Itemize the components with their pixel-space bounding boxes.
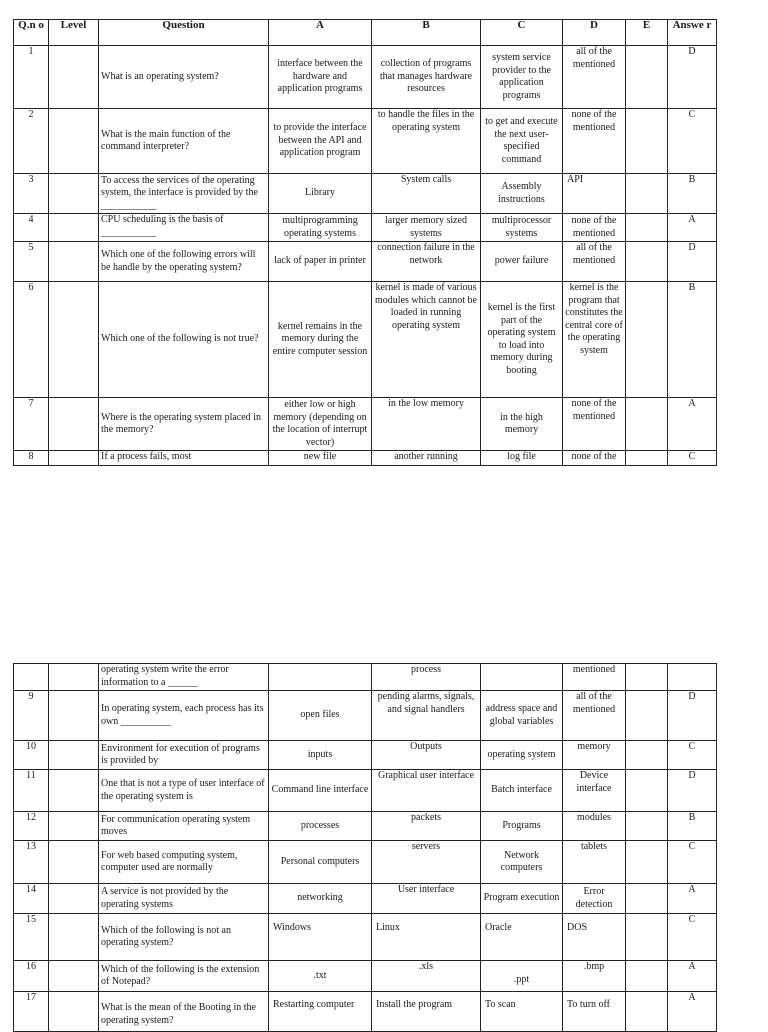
answer-cell: A: [668, 992, 717, 1032]
question-number: 6: [14, 282, 49, 398]
option-c: To scan: [481, 992, 563, 1032]
option-c: system service provider to the application programs: [481, 46, 563, 109]
option-a: .txt: [269, 961, 372, 992]
option-b: Linux: [372, 914, 481, 961]
option-e: [626, 174, 668, 214]
option-a: open files: [269, 691, 372, 741]
option-c: Oracle: [481, 914, 563, 961]
question-number: 10: [14, 741, 49, 770]
option-c: operating system: [481, 741, 563, 770]
option-d: all of the mentioned: [563, 46, 626, 109]
level-cell: [49, 242, 99, 282]
question-number: 5: [14, 242, 49, 282]
level-cell: [49, 664, 99, 691]
option-b: in the low memory: [372, 398, 481, 451]
option-e: [626, 961, 668, 992]
option-a: Windows: [269, 914, 372, 961]
header-option-b: B: [372, 20, 481, 46]
option-a: kernel remains in the memory during the entire computer session: [269, 282, 372, 398]
option-e: [626, 398, 668, 451]
table-row: [14, 242, 717, 282]
answer-cell: A: [668, 961, 717, 992]
table-row: [14, 691, 717, 741]
option-a: networking: [269, 884, 372, 914]
table-row: [14, 961, 717, 992]
level-cell: [49, 770, 99, 812]
table-row: [14, 741, 717, 770]
question-text: To access the services of the operating system, the interface is provided by the ___________: [99, 174, 269, 214]
table-row: [14, 174, 717, 214]
option-d: none of the: [563, 451, 626, 466]
option-c: Assembly instructions: [481, 174, 563, 214]
option-b: larger memory sized systems: [372, 214, 481, 242]
option-e: [626, 812, 668, 841]
option-e: [626, 214, 668, 242]
option-a: processes: [269, 812, 372, 841]
table-row: [14, 812, 717, 841]
option-a: new file: [269, 451, 372, 466]
option-e: [626, 841, 668, 884]
table-row: [14, 992, 717, 1032]
option-d: all of the mentioned: [563, 691, 626, 741]
option-b: to handle the files in the operating system: [372, 109, 481, 174]
question-number: 16: [14, 961, 49, 992]
option-a: multiprogramming operating systems: [269, 214, 372, 242]
option-e: [626, 46, 668, 109]
question-number: 13: [14, 841, 49, 884]
header-option-a: A: [269, 20, 372, 46]
option-b: System calls: [372, 174, 481, 214]
question-table-page-1: [13, 19, 717, 466]
option-a: Library: [269, 174, 372, 214]
option-a: interface between the hardware and application programs: [269, 46, 372, 109]
question-number: 11: [14, 770, 49, 812]
question-number: 1: [14, 46, 49, 109]
option-c: in the high memory: [481, 398, 563, 451]
option-c: Batch interface: [481, 770, 563, 812]
option-d: memory: [563, 741, 626, 770]
option-d: none of the mentioned: [563, 398, 626, 451]
level-cell: [49, 174, 99, 214]
option-e: [626, 451, 668, 466]
table-row: [14, 664, 717, 691]
option-c: to get and execute the next user-specified command: [481, 109, 563, 174]
answer-cell: A: [668, 398, 717, 451]
answer-cell: D: [668, 46, 717, 109]
header-row: [14, 20, 717, 46]
option-b: Install the program: [372, 992, 481, 1032]
option-d: mentioned: [563, 664, 626, 691]
option-a: Restarting computer: [269, 992, 372, 1032]
option-c: Program execution: [481, 884, 563, 914]
answer-cell: C: [668, 914, 717, 961]
question-text: A service is not provided by the operating systems: [99, 884, 269, 914]
question-number: 4: [14, 214, 49, 242]
option-e: [626, 741, 668, 770]
question-text: Where is the operating system placed in the memory?: [99, 398, 269, 451]
option-d: Device interface: [563, 770, 626, 812]
option-e: [626, 992, 668, 1032]
option-b: kernel is made of various modules which cannot be loaded in running operating system: [372, 282, 481, 398]
option-c: Network computers: [481, 841, 563, 884]
table-row: [14, 451, 717, 466]
level-cell: [49, 398, 99, 451]
answer-cell: [668, 664, 717, 691]
option-b: collection of programs that manages hardware resources: [372, 46, 481, 109]
level-cell: [49, 741, 99, 770]
question-text: One that is not a type of user interface of the operating system is: [99, 770, 269, 812]
option-d: API: [563, 174, 626, 214]
level-cell: [49, 46, 99, 109]
option-c: Programs: [481, 812, 563, 841]
question-text: operating system write the error information to a ______: [99, 664, 269, 691]
option-a: [269, 664, 372, 691]
option-b: process: [372, 664, 481, 691]
question-text: Which of the following is the extension of Notepad?: [99, 961, 269, 992]
question-text: In operating system, each process has its own __________: [99, 691, 269, 741]
question-text: What is the mean of the Booting in the operating system?: [99, 992, 269, 1032]
question-number: 15: [14, 914, 49, 961]
question-number: 12: [14, 812, 49, 841]
option-a: to provide the interface between the API and application program: [269, 109, 372, 174]
table-row: [14, 770, 717, 812]
question-text: Which of the following is not an operating system?: [99, 914, 269, 961]
answer-cell: B: [668, 812, 717, 841]
question-text: CPU scheduling is the basis of ___________: [99, 214, 269, 242]
question-number: 2: [14, 109, 49, 174]
header-option-c: C: [481, 20, 563, 46]
header-question: Question: [99, 20, 269, 46]
option-e: [626, 691, 668, 741]
table-row: [14, 884, 717, 914]
option-c: kernel is the first part of the operating system to load into memory during booting: [481, 282, 563, 398]
answer-cell: D: [668, 691, 717, 741]
level-cell: [49, 841, 99, 884]
option-a: Command line interface: [269, 770, 372, 812]
level-cell: [49, 691, 99, 741]
level-cell: [49, 914, 99, 961]
question-text: For web based computing system, computer used are normally: [99, 841, 269, 884]
level-cell: [49, 884, 99, 914]
answer-cell: C: [668, 109, 717, 174]
level-cell: [49, 282, 99, 398]
level-cell: [49, 214, 99, 242]
option-b: packets: [372, 812, 481, 841]
level-cell: [49, 961, 99, 992]
header-option-d: D: [563, 20, 626, 46]
option-c: power failure: [481, 242, 563, 282]
option-a: either low or high memory (depending on the location of interrupt vector): [269, 398, 372, 451]
option-d: tablets: [563, 841, 626, 884]
option-c: [481, 664, 563, 691]
question-text: If a process fails, most: [99, 451, 269, 466]
option-b: pending alarms, signals, and signal handlers: [372, 691, 481, 741]
answer-cell: C: [668, 741, 717, 770]
question-number: 7: [14, 398, 49, 451]
option-b: another running: [372, 451, 481, 466]
question-text: What is an operating system?: [99, 46, 269, 109]
option-d: DOS: [563, 914, 626, 961]
table-row: [14, 214, 717, 242]
answer-cell: B: [668, 174, 717, 214]
option-d: To turn off: [563, 992, 626, 1032]
option-e: [626, 282, 668, 398]
option-c: .ppt: [481, 961, 563, 992]
option-b: connection failure in the network: [372, 242, 481, 282]
answer-cell: B: [668, 282, 717, 398]
answer-cell: D: [668, 242, 717, 282]
option-d: none of the mentioned: [563, 109, 626, 174]
option-a: Personal computers: [269, 841, 372, 884]
table-row: [14, 46, 717, 109]
table-row: [14, 914, 717, 961]
option-a: lack of paper in printer: [269, 242, 372, 282]
header-qno: Q.n o: [14, 20, 49, 46]
answer-cell: D: [668, 770, 717, 812]
question-text: Which one of the following is not true?: [99, 282, 269, 398]
header-answer: Answe r: [668, 20, 717, 46]
answer-cell: A: [668, 884, 717, 914]
question-number: 8: [14, 451, 49, 466]
option-d: .bmp: [563, 961, 626, 992]
option-c: log file: [481, 451, 563, 466]
option-c: multiprocessor systems: [481, 214, 563, 242]
question-text: For communication operating system moves: [99, 812, 269, 841]
answer-cell: C: [668, 451, 717, 466]
option-b: servers: [372, 841, 481, 884]
question-number: 9: [14, 691, 49, 741]
question-text: Which one of the following errors will be handle by the operating system?: [99, 242, 269, 282]
option-e: [626, 242, 668, 282]
option-b: .xls: [372, 961, 481, 992]
level-cell: [49, 812, 99, 841]
question-number: 14: [14, 884, 49, 914]
answer-cell: C: [668, 841, 717, 884]
table-row: [14, 398, 717, 451]
option-e: [626, 109, 668, 174]
option-e: [626, 884, 668, 914]
question-number: 3: [14, 174, 49, 214]
option-e: [626, 664, 668, 691]
option-b: Graphical user interface: [372, 770, 481, 812]
header-option-e: E: [626, 20, 668, 46]
option-d: modules: [563, 812, 626, 841]
option-a: inputs: [269, 741, 372, 770]
level-cell: [49, 451, 99, 466]
option-d: kernel is the program that constitutes the central core of the operating system: [563, 282, 626, 398]
answer-cell: A: [668, 214, 717, 242]
table-row: [14, 841, 717, 884]
option-c: address space and global variables: [481, 691, 563, 741]
table-row: [14, 109, 717, 174]
option-d: none of the mentioned: [563, 214, 626, 242]
option-d: Error detection: [563, 884, 626, 914]
question-number: [14, 664, 49, 691]
option-b: User interface: [372, 884, 481, 914]
question-number: 17: [14, 992, 49, 1032]
question-text: What is the main function of the command interpreter?: [99, 109, 269, 174]
option-b: Outputs: [372, 741, 481, 770]
table-row: [14, 282, 717, 398]
question-table-page-2: [13, 663, 717, 1032]
level-cell: [49, 109, 99, 174]
option-e: [626, 914, 668, 961]
option-e: [626, 770, 668, 812]
header-level: Level: [49, 20, 99, 46]
question-text: Environment for execution of programs is provided by: [99, 741, 269, 770]
option-d: all of the mentioned: [563, 242, 626, 282]
level-cell: [49, 992, 99, 1032]
